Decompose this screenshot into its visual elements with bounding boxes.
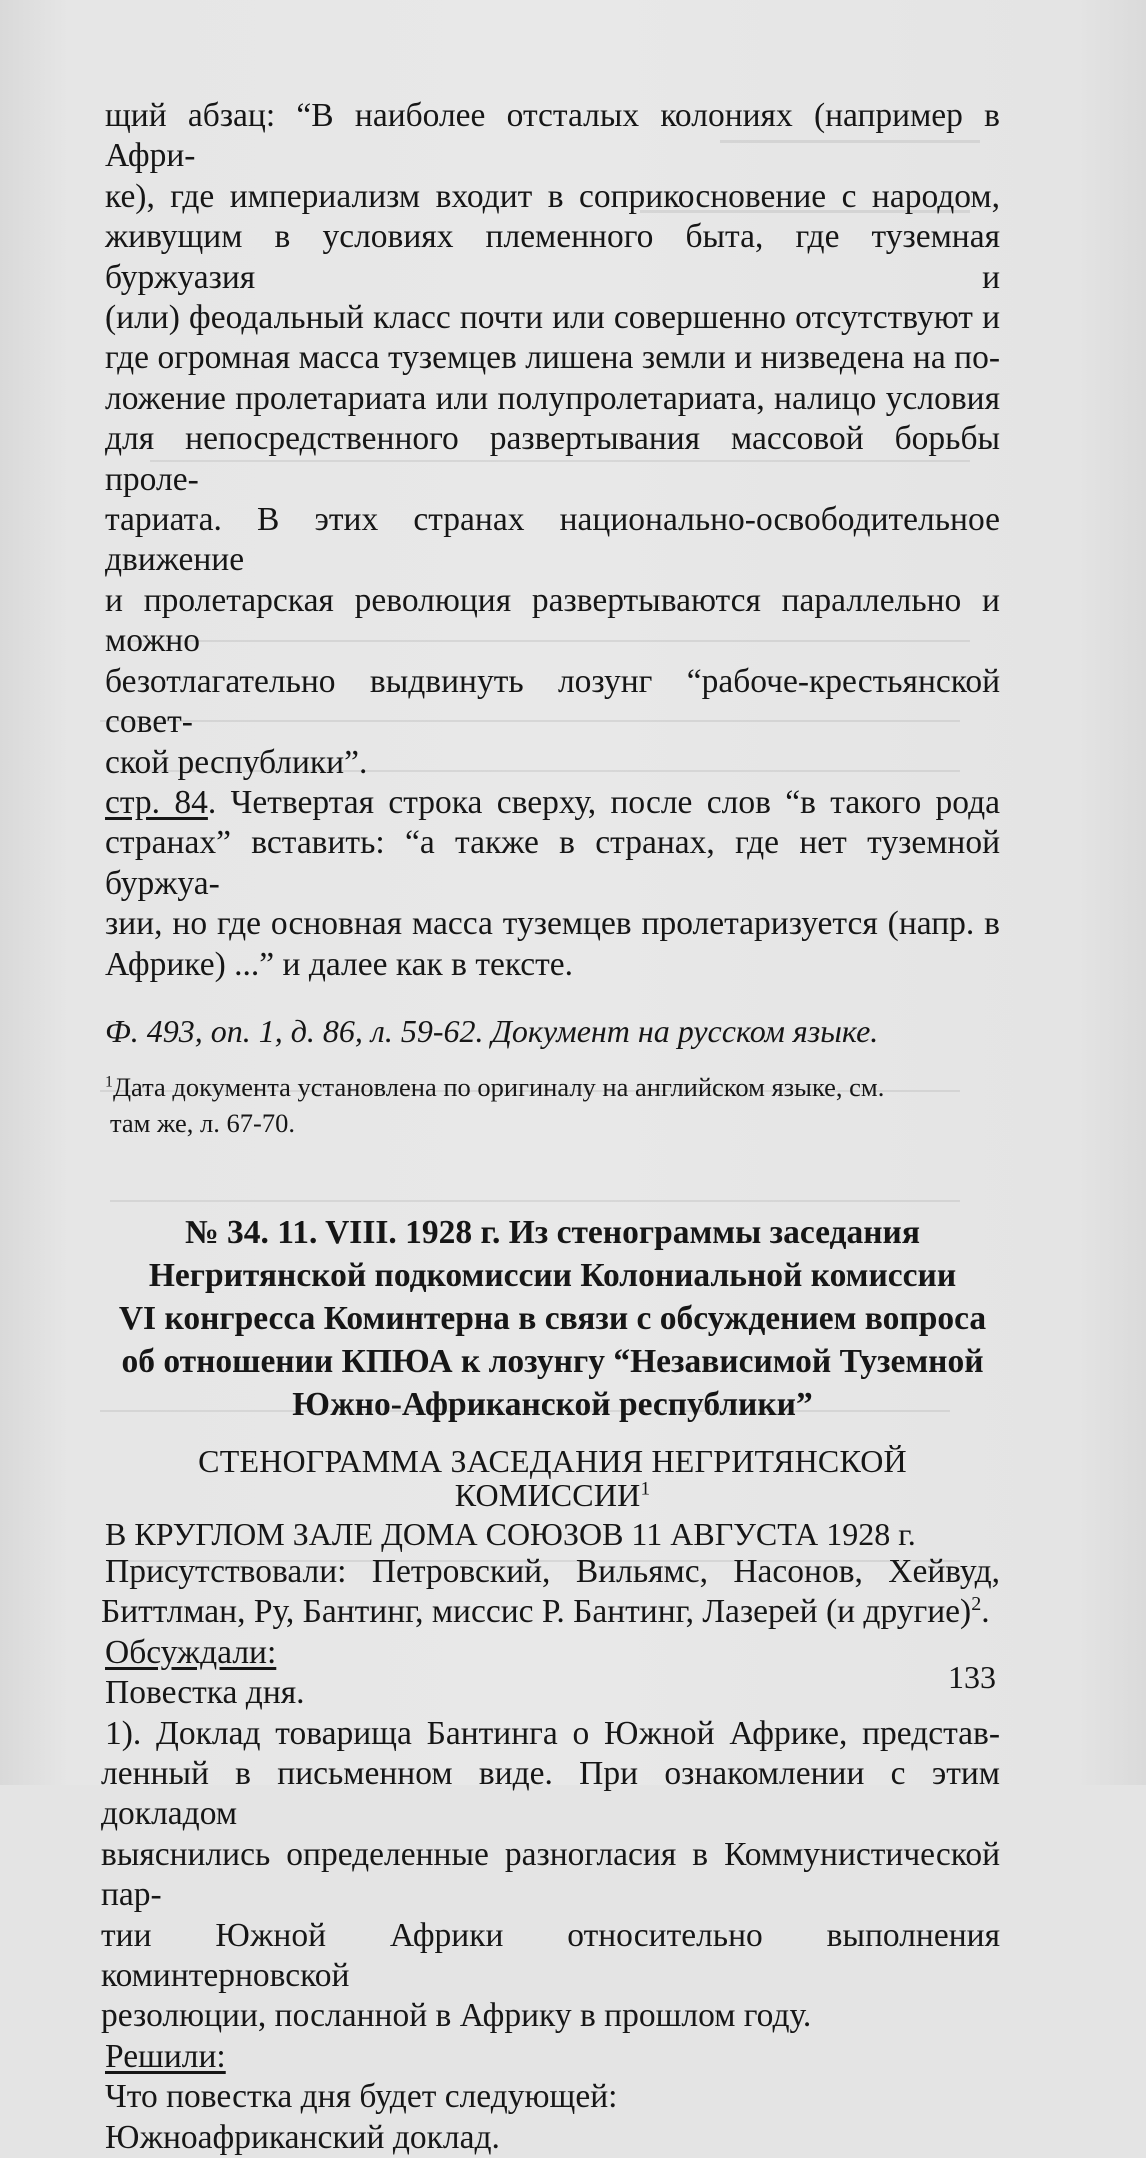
resolved-label-text: Решили: [105, 2037, 226, 2075]
stenogram-subtitle: В КРУГЛОМ ЗАЛЕ ДОМА СОЮЗОВ 11 АВГУСТА 1928 г. [105, 1515, 916, 1552]
archive-source: Ф. 493, оп. 1, д. 86, л. 59-62. Документ на русском языке. [105, 1012, 879, 1049]
text-line: и пролетарская революция развертываются параллельно и можно [105, 581, 1000, 660]
text-line: зии, но где основная масса туземцев пролетаризуется (напр. в [105, 905, 1000, 943]
footnote-marker: 1 [105, 1073, 113, 1091]
title-line [105, 1478, 1000, 1512]
heading-line: VI конгресса Коминтерна в связи с обсуждением вопроса [118, 1299, 987, 1337]
attendees [101, 1552, 1000, 1633]
footnote-marker: 1 [640, 1478, 651, 1500]
text-line: безотлагательно выдвинуть лозунг “рабоче-крестьянской совет- [105, 662, 1000, 741]
footnote-line [105, 1069, 1000, 1105]
title-text: КОМИССИИ [454, 1476, 641, 1513]
heading-line: Негритянской подкомиссии Колониальной комиссии [148, 1256, 957, 1294]
footnote-line: там же, л. 67-70. [110, 1107, 295, 1138]
text-line: для непосредственного развертывания массовой борьбы проле- [105, 420, 1000, 498]
text-line: живущим в условиях племенного быта, где туземная буржуазия и [105, 218, 1000, 296]
resolved-line: Что повестка дня будет следующей: [105, 2078, 618, 2116]
title-line: СТЕНОГРАММА ЗАСЕДАНИЯ НЕГРИТЯНСКОЙ [198, 1442, 907, 1479]
text-fragment: Биттлман, Ру, Бантинг, миссис Р. Бантинг, Лазерей (и другие) [101, 1593, 972, 1631]
text-line: ке), где империализм входит в соприкосновение с народом, [105, 177, 1000, 215]
text-line: 1). Доклад товарища Бантинга о Южной Африке, представ- [105, 1714, 1000, 1752]
text-line: Африке) ...” и далее как в тексте. [105, 945, 574, 983]
text-fragment: . Четвертая строка сверху, после слов “в такого рода [207, 783, 1000, 821]
resolved-label [105, 2037, 1000, 2077]
text-line: тариата. В этих странах национально-освободительное движение [105, 501, 1000, 579]
text-line: щий абзац: “В наиболее отсталых колониях (например в Афри- [105, 97, 1000, 175]
agenda-item-1 [101, 1714, 1000, 2037]
heading-line: Южно-Африканской республики” [292, 1385, 813, 1423]
text-column [101, 96, 1000, 2158]
resolved-line: Южноафриканский доклад. [105, 2118, 500, 2156]
text-line: тии Южной Африки относительно выполнения коминтерновской [101, 1916, 1000, 1994]
text-line: ложение пролетариата или полупролетариата, налицо условия [105, 379, 1000, 417]
text-line: (или) феодальный класс почти или совершенно отсутствуют и [105, 299, 1000, 337]
text-line: Присутствовали: Петровский, Вильямс, Насонов, Хейвуд, [105, 1552, 1000, 1590]
paragraph-correction [105, 783, 1000, 985]
footnote [105, 1069, 1000, 1141]
heading-line: об отношении КПЮА к лозунгу “Независимой Туземной [121, 1342, 984, 1380]
footnote-text: Дата документа установлена по оригиналу на английском языке, см. [112, 1071, 885, 1102]
text-line: выяснились определенные разногласия в Коммунистической пар- [101, 1835, 1000, 1914]
discussed-label [105, 1633, 1000, 1673]
text-line [101, 1592, 1000, 1632]
text-line: ской республики”. [105, 743, 368, 781]
text-line: где огромная масса туземцев лишена земли и низведена на по- [105, 339, 1000, 377]
discussed-label-text: Обсуждали: [105, 1633, 277, 1671]
footnote-marker: 2 [971, 1593, 982, 1616]
text-line [105, 783, 1000, 823]
stenogram-title [105, 1444, 1000, 1512]
discussed-item: Повестка дня. [105, 1674, 305, 1712]
page-number: 133 [948, 1659, 996, 1695]
text-line: резолюции, посланной в Африку в прошлом году. [101, 1997, 812, 2035]
page-reference: стр. 84 [105, 783, 208, 821]
text-line: странах” вставить: “а также в странах, где нет туземной буржуа- [105, 824, 1000, 902]
paragraph-continuation [105, 96, 1000, 783]
heading-line: № 34. 11. VIII. 1928 г. Из стенограммы заседания [185, 1213, 920, 1251]
document-heading [105, 1211, 1000, 1426]
text-line: ленный в письменном виде. При ознакомлении с этим докладом [101, 1754, 1000, 1833]
text-fragment: . [981, 1593, 990, 1631]
